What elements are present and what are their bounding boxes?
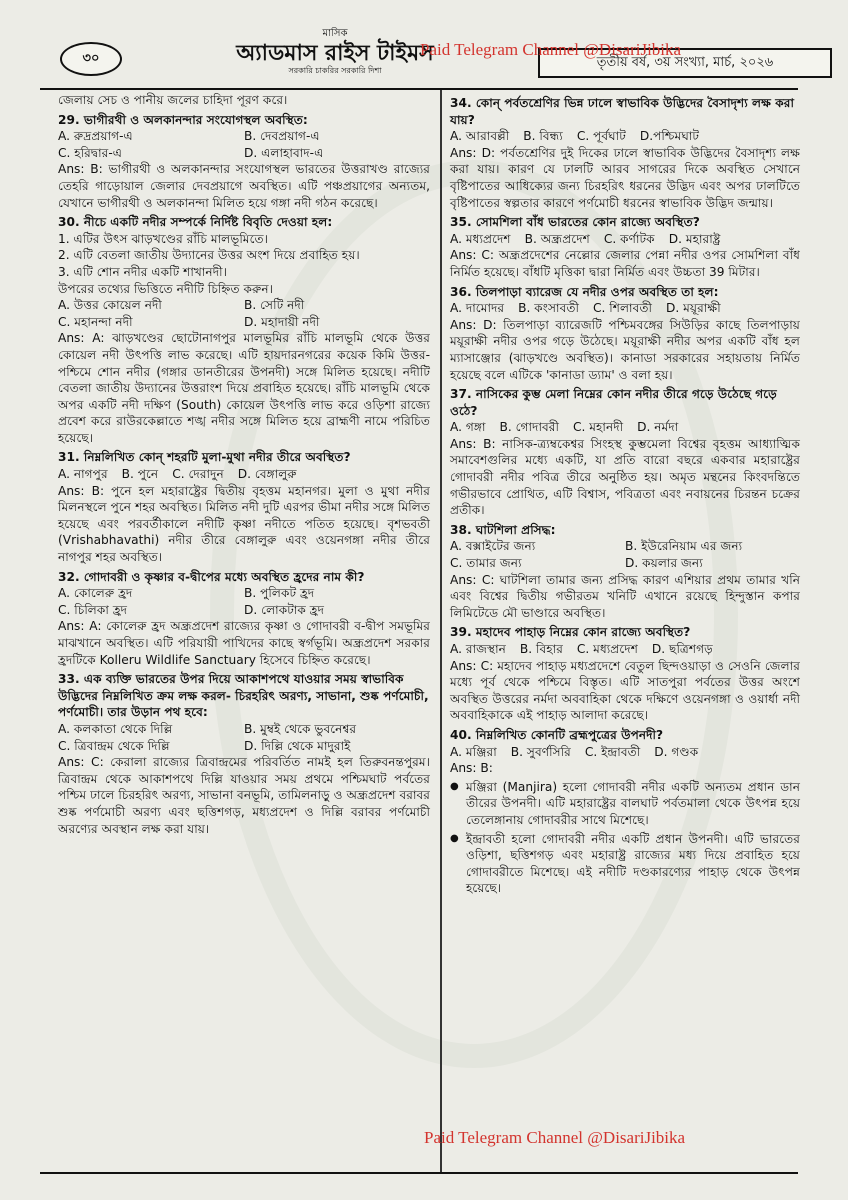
options xyxy=(450,231,800,248)
option: C. কর্ণাটক xyxy=(603,231,655,246)
option: A. মধ্যপ্রদেশ xyxy=(450,231,511,246)
option: D. মহারাষ্ট্র xyxy=(668,231,721,246)
option: C. হরিদ্বার-এ xyxy=(58,145,123,160)
question-29 xyxy=(58,112,430,212)
options xyxy=(450,538,800,571)
options xyxy=(58,466,430,483)
options xyxy=(58,721,430,754)
option: C. মধ্যপ্রদেশ xyxy=(576,642,638,656)
question-text: 32. গোদাবরী ও কৃষ্ণার ব-দ্বীপের মধ্যে অবস্থিত হ্রদের নাম কী? xyxy=(58,569,365,584)
options xyxy=(58,585,430,618)
question-38 xyxy=(450,522,800,622)
bullet-icon: ● xyxy=(450,780,459,792)
options xyxy=(58,297,430,330)
option: B. সুবর্ণসিরি xyxy=(510,744,571,759)
question-31 xyxy=(58,449,430,565)
option: D. ছত্রিশগড় xyxy=(651,642,713,656)
option: C. শিলাবতী xyxy=(593,301,653,316)
statement: 3. এটি শোন নদীর একটি শাখানদী। xyxy=(58,264,227,279)
option: C. ত্রিবান্দ্রম থেকে দিল্লি xyxy=(58,738,170,753)
bullet-item xyxy=(450,779,800,829)
question-36 xyxy=(450,284,800,384)
question-text: 38. ঘাটশিলা প্রসিদ্ধ: xyxy=(450,522,556,537)
option: A. রুদ্রপ্রয়াগ-এ xyxy=(58,129,133,144)
header-rule xyxy=(40,88,798,90)
page-number: ৩০ xyxy=(60,42,122,76)
answer: Ans: B: ভাগীরথী ও অলকানন্দার সংযোগস্থল ভারতের উত্তরাখণ্ড রাজ্যের তেহরি গাড়োয়াল জেলার দেবপ্রয়াগে অবস্থিত। এটি পঞ্চপ্রয়াগের অন্যতম, যেখানে ভাগীরথী ও অলকানন্দা মিলিত হয়ে গঙ্গা নদী গঠন করেছে। xyxy=(58,162,430,210)
option: B. দেবপ্রয়াগ-এ xyxy=(244,129,320,144)
answer: Ans: D: পর্বতশ্রেণির দুই দিকের ঢালে স্বাভাবিক উদ্ভিদের বৈসাদৃশ্য লক্ষ করা যায়। কারণ যে ঢালটি আরব সাগরের দিকে অবস্থিত সেখানে বৃষ্টিপাতের আধিক্যের জন্য চিরহরিৎ ধরনের উদ্ভিদ এবং অপর ঢালটিতে বৃষ্টিপাতের স্বল্পতার কারণে পর্ণমোচী ধরনের স্বাভাবিক উদ্ভিদ জন্মায়। xyxy=(450,145,800,210)
masthead-small: মাসিক xyxy=(322,28,348,39)
question-32 xyxy=(58,569,430,669)
column-divider xyxy=(440,90,442,1172)
question-39 xyxy=(450,624,800,724)
option: D.পশ্চিমঘাট xyxy=(639,129,700,144)
question-35 xyxy=(450,214,800,280)
option: C. দেরাদুন xyxy=(172,467,224,482)
watermark-top: Paid Telegram Channel @DisariJibika xyxy=(420,40,682,59)
option: C. মহানন্দা নদী xyxy=(58,314,133,329)
option: B. পুনে xyxy=(121,467,159,482)
masthead-title: অ্যাডমাস রাইস টাইমস xyxy=(236,40,434,66)
option: D. এলাহাবাদ-এ xyxy=(244,145,324,160)
continued-text: জেলায় সেচ ও পানীয় জলের চাহিদা পূরণ করে। xyxy=(58,93,288,107)
bullet-text: মঞ্জিরা (Manjira) হলো গোদাবরী নদীর একটি অন্যতম প্রধান ডান তীরের উপনদী। এটি মহারাষ্ট্রের বালঘাট পর্বতমালা থেকে উৎপন্ন হয়ে তেলেঙ্গানায় গোদাবরীর সাথে মিশেছে। xyxy=(466,779,800,827)
masthead-tagline: সরকারি চাকরির সরকারি দিশা xyxy=(288,66,382,75)
answer: Ans: B: নাসিক-ত্র্যম্বকেশ্বর সিংহস্থ কুম্ভমেলা বিশ্বের বৃহত্তম আধ্যাত্মিক সমাবেশগুলির মধ্যে একটি, যা প্রতি বারো বছরে একবার মহারাষ্ট্রের গোদাবরী নদীর পবিত্র তীরে অনুষ্ঠিত হয়। অমৃত মন্থনের কিংবদন্তিতে গভীরভাবে প্রোথিত, এটি বিশ্বাস, পবিত্রতা এবং নবায়নের চিরন্তন চক্রের প্রতীক। xyxy=(450,436,800,518)
statement: 1. এটির উৎস ঝাড়খণ্ডের রাঁচি মালভূমিতে। xyxy=(58,231,268,246)
question-30 xyxy=(58,214,430,446)
answer: Ans: C: অন্ধ্রপ্রদেশের নেল্লোর জেলার পেন্না নদীর ওপর সোমশিলা বাঁধ নির্মিত হয়েছে। বাঁধটি মৃত্তিকা দ্বারা নির্মিত এবং উচ্চতা 39 মিটার। xyxy=(450,248,800,279)
option: D. নর্মদা xyxy=(637,420,679,435)
option: C. ইন্দ্রাবতী xyxy=(584,744,641,759)
option: A. গঙ্গা xyxy=(450,420,486,435)
question-37 xyxy=(450,386,800,519)
answer: Ans: A: ঝাড়খণ্ডের ছোটোনাগপুর মালভূমির রাঁচি মালভূমি থেকে উত্তর কোয়েল নদী উৎপত্তি লাভ করেছে। এটি হায়দারনগরের কয়েক কিমি উত্তর-পশ্চিমে শোন নদীর (গঙ্গার ডানতীরের উপনদী) সঙ্গে মিলিত হয়েছে। নদীটি বেতলা জাতীয় উদ্যানের উত্তরাংশ দিয়ে প্রবাহিত হয়েছে। রাঁচি মালভূমি থেকে অপর একটি নদী দক্ষিণ (South) কোয়েল উৎপত্তি লাভ করে ওড়িশা রাজ্যে প্রবেশ করে রাউরকেল্লাতে শঙ্খ নদীর সঙ্গে মিলিত হয়ে ব্রাহ্মণী নামে পরিচিত হয়েছে। xyxy=(58,331,430,445)
option: A. আরাবল্লী xyxy=(450,129,510,144)
question-text: 34. কোন্ পর্বতশ্রেণির ভিন্ন ঢালে স্বাভাবিক উদ্ভিদের বৈসাদৃশ্য লক্ষ করা যায়? xyxy=(450,96,794,127)
question-34 xyxy=(450,95,800,211)
option: A. মঞ্জিরা xyxy=(450,744,497,759)
bullet-text: ইন্দ্রাবতী হলো গোদাবরী নদীর একটি প্রধান উপনদী। এটি ভারতের ওড়িশা, ছত্তিশগড় এবং মহারাষ্ট্র রাজ্যের মধ্য দিয়ে প্রবাহিত হয়ে গোদাবরীতে মিশেছে। এই নদীটি দণ্ডকারণ্যের পাহাড় থেকে উৎপন্ন হয়েছে। xyxy=(466,831,800,896)
answer: Ans: A: কোলেরু হ্রদ অন্ধ্রপ্রদেশ রাজ্যের কৃষ্ণা ও গোদাবরী ব-দ্বীপ সমভূমির মাঝখানে অবস্থিত। এটি পরিযায়ী পাখিদের কাছে স্বর্গভূমি। অন্ধ্রপ্রদেশ সরকার হ্রদটিকে Kolleru Wildlife Sanctuary হিসেবে চিহ্নিত করেছে। xyxy=(58,619,430,667)
option: D. মহাদায়ী নদী xyxy=(244,314,320,329)
question-40 xyxy=(450,727,800,897)
statement: 2. এটি বেতলা জাতীয় উদ্যানের উত্তর অংশ দিয়ে প্রবাহিত হয়। xyxy=(58,248,360,263)
options xyxy=(450,641,800,658)
option: B. কংসাবতী xyxy=(518,301,580,316)
answer: Ans: D: তিলপাড়া ব্যারেজটি পশ্চিমবঙ্গের সিউড়ির কাছে তিলপাড়ায় ময়ূরাক্ষী নদীর ওপর গড়ে উঠেছে। ময়ূরাক্ষী নদীর অপর একটি বাঁধ হল ম্যাসাঞ্জোর (ঝাড়খণ্ডে অবস্থিত)। কানাডা সরকারের সহায়তায় নির্মিত হয়েছে বলে এটিকে 'কানাডা ড্যাম' ও বলা হয়। xyxy=(450,317,800,382)
option: A. রাজস্থান xyxy=(450,642,506,656)
question-text: 31. নিম্নলিখিত কোন্ শহরটি মুলা-মুথা নদীর তীরে অবস্থিত? xyxy=(58,450,351,465)
option: D. বেঙ্গালুরু xyxy=(237,467,297,482)
question-text: 29. ভাগীরথী ও অলকানন্দার সংযোগস্থল অবস্থিত: xyxy=(58,112,308,127)
option: C. পূর্বঘাট xyxy=(576,129,626,144)
right-column xyxy=(450,92,800,897)
option: B. মুম্বই থেকে ভুবনেশ্বর xyxy=(244,721,357,736)
option: A. উত্তর কোয়েল নদী xyxy=(58,298,162,313)
bullet-icon: ● xyxy=(450,832,459,844)
question-33 xyxy=(58,671,430,837)
question-text: 37. নাসিকের কুম্ভ মেলা নিম্নের কোন নদীর তীরে গড়ে উঠেছে গড়ে ওঠে? xyxy=(450,387,777,418)
option: D. গণ্ডক xyxy=(654,744,699,759)
option: C. তামার জন্য xyxy=(450,556,522,571)
options xyxy=(450,128,800,145)
option: B. গোদাবরী xyxy=(499,420,559,435)
question-text: 36. তিলপাড়া ব্যারেজ যে নদীর ওপর অবস্থিত তা হল: xyxy=(450,284,719,299)
masthead xyxy=(220,28,450,76)
option: A. দামোদর xyxy=(450,301,505,316)
bullet-item xyxy=(450,831,800,897)
option: A. কোলেরু হ্রদ xyxy=(58,586,133,601)
answer: Ans: C: কেরালা রাজ্যের ত্রিবান্দ্রমের পরিবর্তিত নামই হল তিরুবনন্তপুরম। ত্রিবান্দ্রম থেকে আকাশপথে দিল্লি যাওয়ার সময় প্রথমে পশ্চিমঘাট পর্বতের পশ্চিম ঢালে চিরহরিৎ অরণ্য, সাভানা বনভূমি, তামিলনাড়ু ও অন্ধ্রপ্রদেশ বরাবর শুষ্ক পর্ণমোচী অরণ্য এবং ছত্তিশগড়, মধ্যপ্রদেশ ও দিল্লি বরাবর পর্ণমোচী অরণ্যের অবস্থান লক্ষ করা যায়। xyxy=(58,755,430,836)
statement: উপরের তথ্যের ভিত্তিতে নদীটি চিহ্নিত করুন। xyxy=(58,281,273,296)
watermark-bottom: Paid Telegram Channel @DisariJibika xyxy=(424,1128,686,1147)
question-text: 33. এক ব্যক্তি ভারতের উপর দিয়ে আকাশপথে যাওয়ার সময় স্বাভাবিক উদ্ভিদের নিম্নলিখিত ক্রম লক্ষ করল- চিরহরিৎ অরণ্য, সাভানা, শুষ্ক পর্ণমোচী, পর্ণমোচী। তার উড়ান পথ হবে: xyxy=(58,672,429,720)
question-text: 40. নিম্নলিখিত কোনটি ব্রহ্মপুত্রের উপনদী? xyxy=(450,727,664,742)
options xyxy=(450,419,800,436)
option: A. বক্সাইটের জন্য xyxy=(450,539,536,554)
option: D. লোকটাক হ্রদ xyxy=(244,602,325,617)
question-text: 35. সোমশিলা বাঁধ ভারতের কোন রাজ্যে অবস্থিত? xyxy=(450,215,700,230)
answer: Ans: C: ঘাটশিলা তামার জন্য প্রসিদ্ধ কারণ এশিয়ার প্রথম তামার খনি এবং বিশ্বের দ্বিতীয় গভীরতম খনিটি এখানে রয়েছে হিন্দুস্তান কপার লিমিটেডে মৌ ভাণ্ডারে অবস্থিত। xyxy=(450,572,800,620)
answer: Ans: C: মহাদেব পাহাড় মধ্যপ্রদেশে বেতুল ছিন্দওয়াড়া ও সেওনি জেলার মধ্যে পূর্ব থেকে পশ্চিমে বিস্তৃত। এটি সাতপুরা পর্বতের উত্তর অংশে অবস্থিত উত্তরের নর্মদা অববাহিকা থেকে দক্ষিণে ওয়েনগঙ্গা ও ওয়ার্ধা নদী অববাহিকাকে এই পাহাড় আলাদা করেছে। xyxy=(450,658,800,723)
option: D. ময়ূরাক্ষী xyxy=(666,301,721,316)
option: B. পুলিকট হ্রদ xyxy=(244,586,315,601)
answer: Ans: B: xyxy=(450,761,493,776)
question-text: 30. নীচে একটি নদীর সম্পর্কে নির্দিষ্ট বিবৃতি দেওয়া হল: xyxy=(58,215,333,230)
question-text: 39. মহাদেব পাহাড় নিম্নের কোন রাজ্যে অবস্থিত? xyxy=(450,625,691,640)
option: B. বিন্ধ্য xyxy=(523,129,563,144)
option: C. চিলিকা হ্রদ xyxy=(58,602,128,617)
option: B. অন্ধ্রপ্রদেশ xyxy=(524,231,590,246)
option: B. সেটি নদী xyxy=(244,298,305,313)
option: D. কয়লার জন্য xyxy=(625,556,703,571)
footer-rule xyxy=(40,1172,798,1174)
option: A. কলকাতা থেকে দিল্লি xyxy=(58,721,173,736)
left-column xyxy=(58,92,430,837)
issue-label: তৃতীয় বর্ষ, ৩য় সংখ্যা, মার্চ, ২০২৬ xyxy=(538,48,832,78)
options xyxy=(450,744,800,761)
option: A. নাগপুর xyxy=(58,467,108,482)
option: B. বিহার xyxy=(519,642,563,656)
option: B. ইউরেনিয়াম এর জন্য xyxy=(625,539,743,554)
option: C. মহানদী xyxy=(572,420,624,435)
options xyxy=(58,128,430,161)
options xyxy=(450,300,800,317)
option: D. দিল্লি থেকে মাদুরাই xyxy=(244,738,351,753)
answer: Ans: B: পুনে হল মহারাষ্ট্রের দ্বিতীয় বৃহত্তম মহানগর। মুলা ও মুথা নদীর মিলনস্থলে পুনে শহর অবস্থিত। মিলিত নদী দুটি এরপর ভীমা নদীর সঙ্গে মিলিত হয়েছে এবং পরবর্তীকালে নদীটি কৃষ্ণা নদীতে পতিত হয়েছে। বৃশভবতী (Vrishabhavathi) নদীর তীরে বেঙ্গালুরু এবং ওয়েনগঙ্গা নদীর তীরে নাগপুর শহর অবস্থিত। xyxy=(58,483,430,565)
